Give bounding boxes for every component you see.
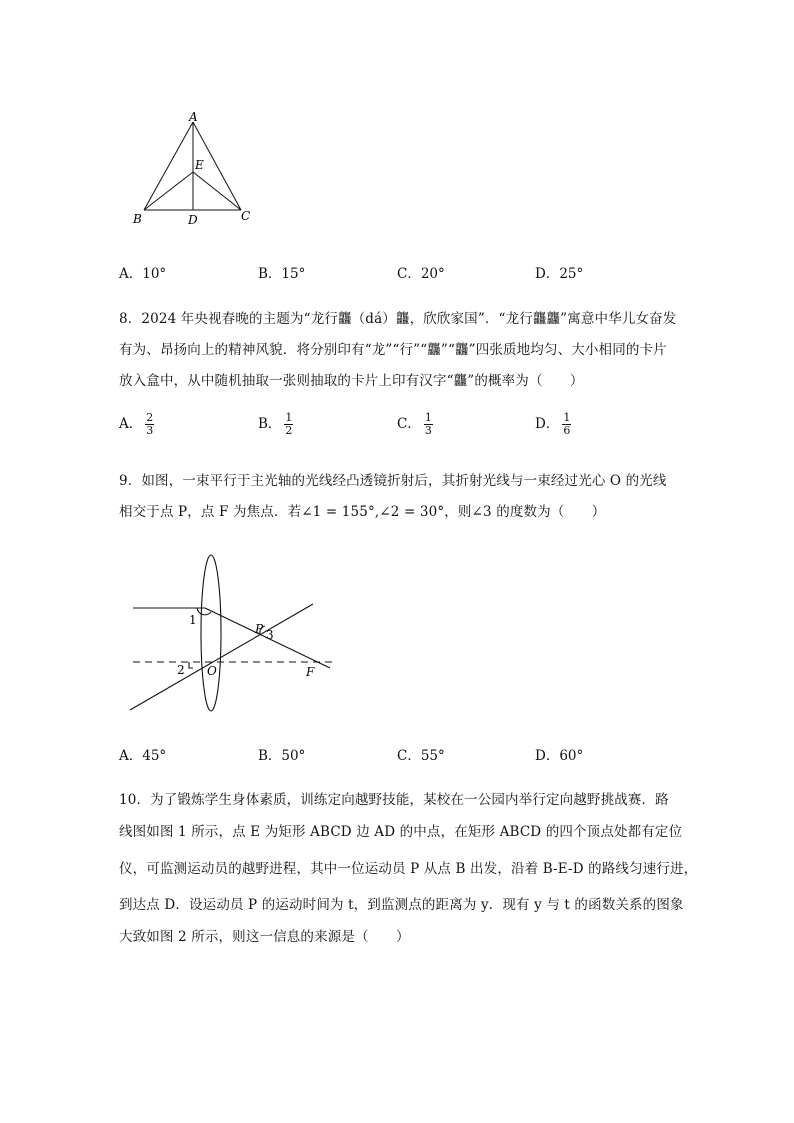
point-o-label: O bbox=[207, 664, 217, 678]
q9-option-b[interactable]: B．50° bbox=[258, 748, 306, 764]
segment-ab bbox=[144, 122, 193, 210]
point-f-label: F bbox=[306, 665, 315, 679]
q10-line-3: 仪，可监测运动员的越野进程，其中一位运动员 P 从点 B 出发，沿着 B-E-D 的路线匀速行进， bbox=[119, 861, 698, 877]
q9-line-1: 9．如图，一束平行于主光轴的光线经凸透镜折射后，其折射光线与一束经过光心 O 的光线 bbox=[119, 473, 667, 489]
convex-lens bbox=[201, 555, 221, 711]
fraction: $\frac{1}{3}$ bbox=[424, 411, 432, 437]
q9-line-2: 相交于点 P，点 F 为焦点．若∠1 = 155°,∠2 = 30°，则∠3 的度数为（ ） bbox=[119, 504, 606, 520]
fraction: $\frac{2}{3}$ bbox=[146, 411, 154, 437]
q8-option-b[interactable]: B． $\frac{1}{2}$ bbox=[258, 411, 293, 437]
segment-be bbox=[144, 172, 193, 210]
triangle-figure bbox=[128, 108, 258, 233]
label-c: C bbox=[241, 209, 251, 223]
optical-center-ray bbox=[130, 604, 313, 710]
angle-2-arc bbox=[189, 662, 193, 668]
label-e: E bbox=[195, 158, 204, 172]
q8-option-a[interactable]: A． $\frac{2}{3}$ bbox=[119, 411, 154, 437]
q8-line-3: 放入盒中，从中随机抽取一张则抽取的卡片上印有汉字“龘”的概率为（ ） bbox=[119, 373, 584, 389]
q7-option-a[interactable]: A．10° bbox=[119, 266, 167, 282]
label-b: B bbox=[133, 212, 142, 226]
q8-line-1: 8．2024 年央视春晚的主题为“龙行龘（dá）龘，欣欣家国”．“龙行龘龘”寓意中华儿女奋发 bbox=[119, 311, 677, 327]
lens-figure bbox=[125, 548, 345, 724]
q10-line-2: 线图如图 1 所示，点 E 为矩形 ABCD 边 AD 的中点，在矩形 ABCD 的四个顶点处都有定位 bbox=[119, 824, 683, 840]
q9-option-c[interactable]: C．55° bbox=[397, 748, 445, 764]
segment-ce bbox=[193, 172, 241, 210]
q7-option-d[interactable]: D．25° bbox=[535, 266, 584, 282]
q9-option-a[interactable]: A．45° bbox=[119, 748, 167, 764]
label-a: A bbox=[189, 110, 198, 124]
q7-option-c[interactable]: C．20° bbox=[397, 266, 445, 282]
q7-option-b[interactable]: B．15° bbox=[258, 266, 306, 282]
label-d: D bbox=[188, 213, 198, 227]
q10-line-4: 到达点 D．设运动员 P 的运动时间为 t，到监测点的距离为 y．现有 y 与 t 的函数关系的图象 bbox=[119, 897, 684, 913]
point-p-label: P bbox=[255, 622, 264, 636]
fraction: $\frac{1}{2}$ bbox=[285, 411, 293, 437]
q9-option-d[interactable]: D．60° bbox=[535, 748, 584, 764]
angle-1-label: 1 bbox=[189, 613, 197, 627]
angle-1-arc bbox=[197, 608, 211, 615]
q10-line-5: 大致如图 2 所示，则这一信息的来源是（ ） bbox=[119, 929, 410, 945]
q8-line-2: 有为、昂扬向上的精神风貌．将分别印有“龙”“行”“龘”“龘”四张质地均匀、大小相同的卡片 bbox=[119, 342, 667, 358]
angle-2-label: 2 bbox=[177, 663, 185, 677]
q8-option-c[interactable]: C． $\frac{1}{3}$ bbox=[397, 411, 432, 437]
q10-line-1: 10．为了锻炼学生身体素质，训练定向越野技能，某校在一公园内举行定向越野挑战赛．路 bbox=[119, 792, 669, 808]
angle-3-label: 3 bbox=[266, 628, 274, 642]
fraction: $\frac{1}{6}$ bbox=[563, 411, 571, 437]
q8-option-d[interactable]: D． $\frac{1}{6}$ bbox=[535, 411, 571, 437]
